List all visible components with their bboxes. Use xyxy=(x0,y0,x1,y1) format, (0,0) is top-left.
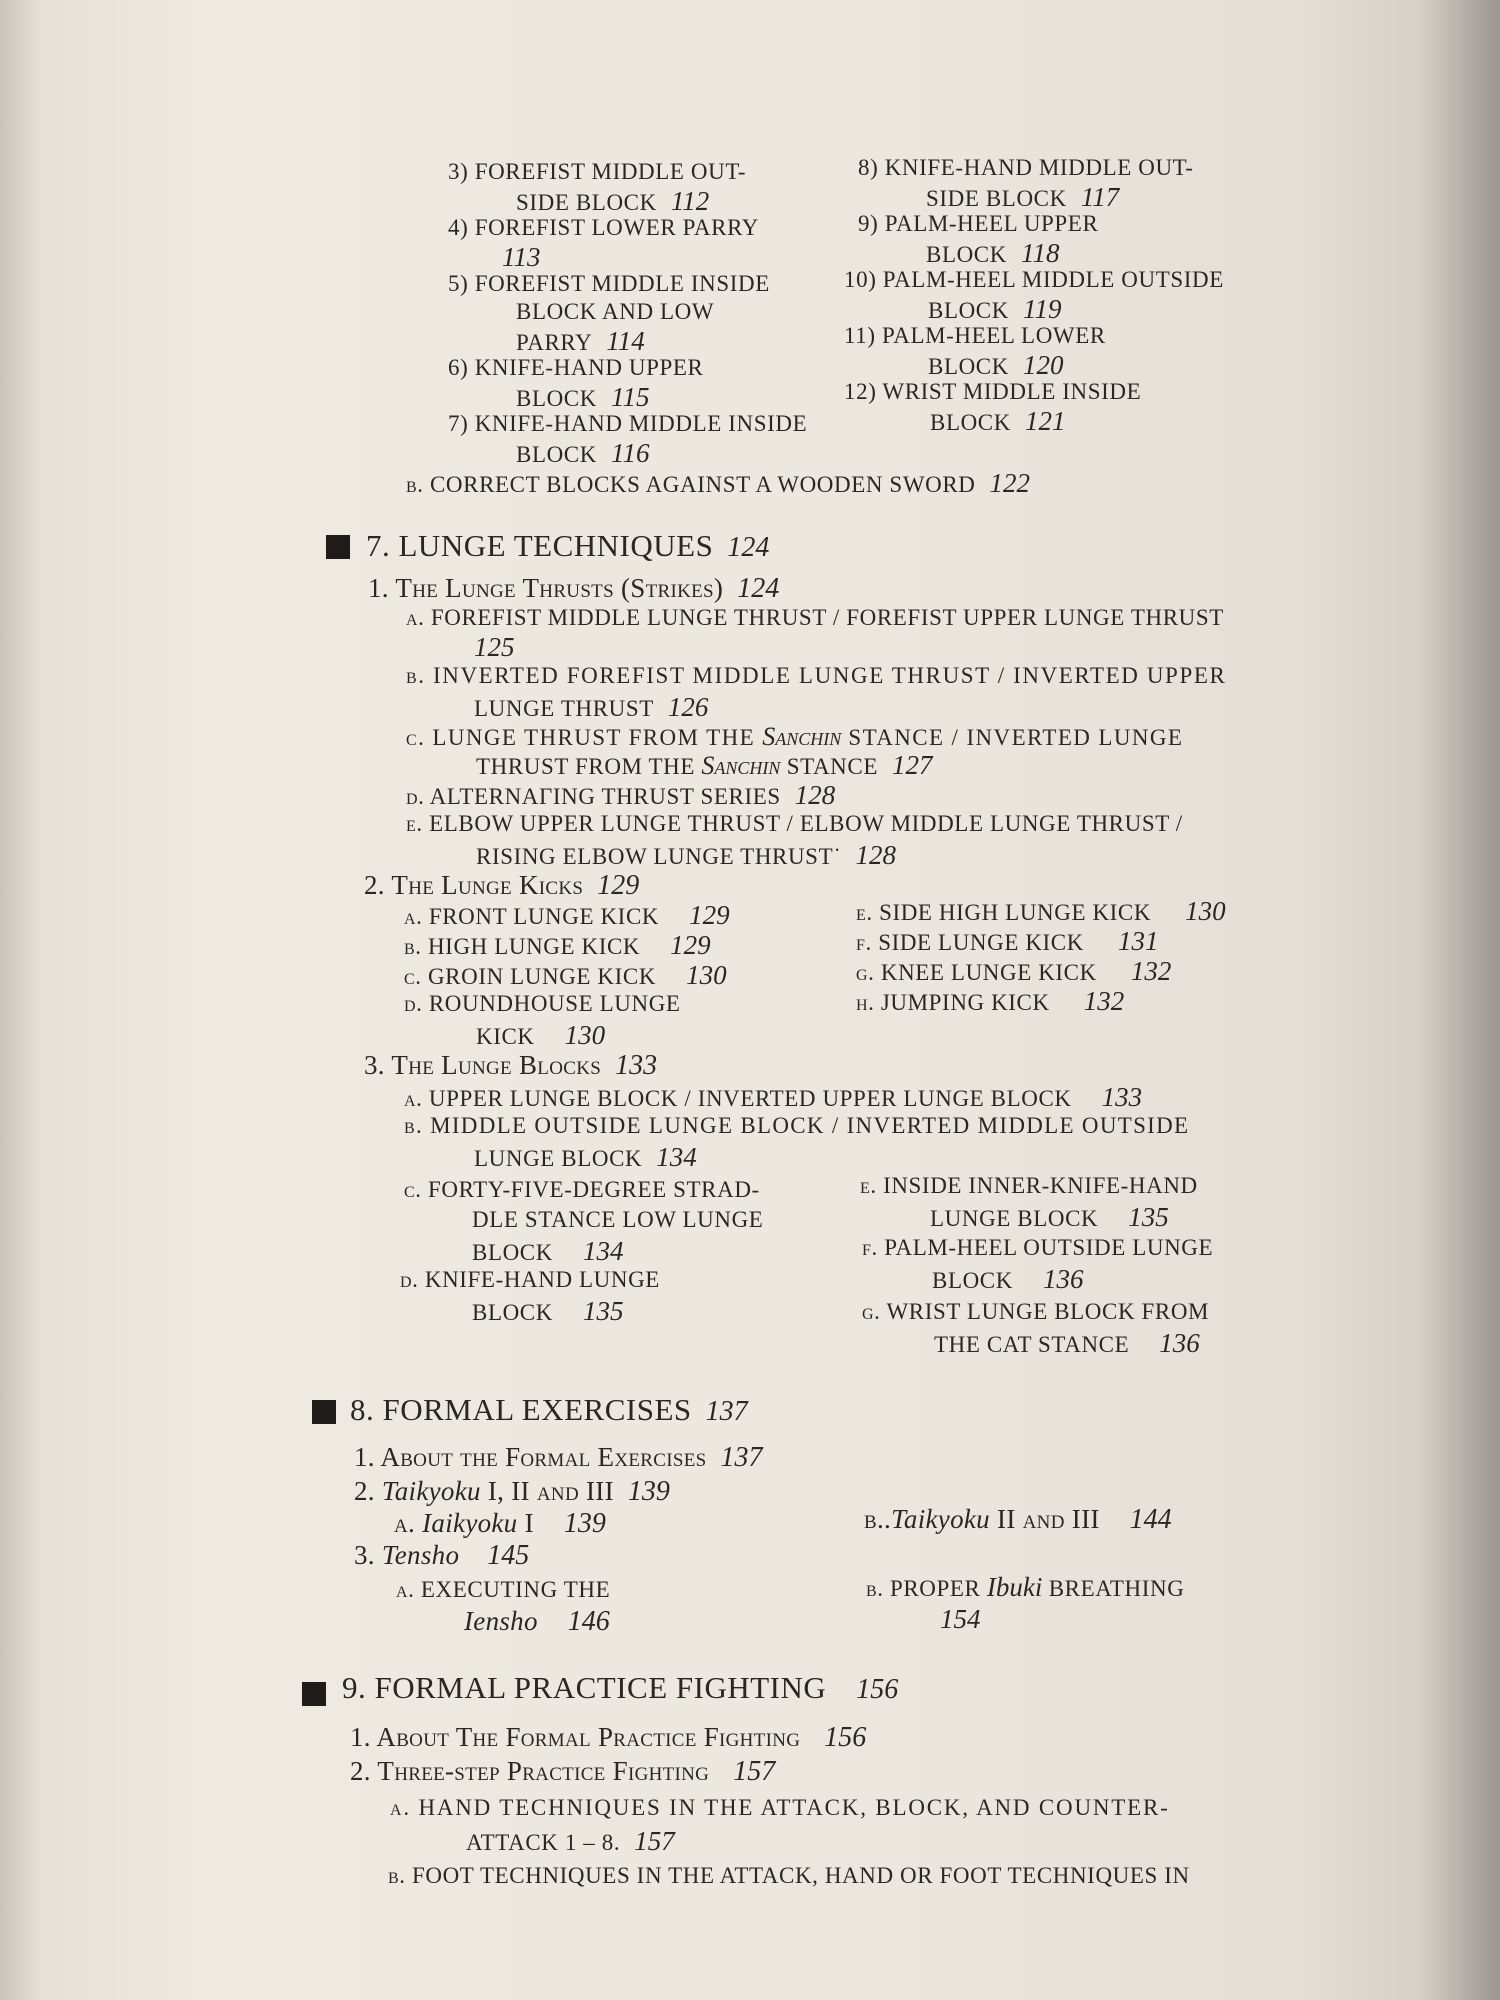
section-marker xyxy=(326,535,350,559)
section-heading: 7. LUNGE TECHNIQUES 124 xyxy=(366,528,770,563)
section-heading: 9. FORMAL PRACTICE FIGHTING 156 xyxy=(342,1670,899,1705)
toc-line: SIDE BLOCK 112 xyxy=(516,186,710,216)
toc-line: d. ROUNDHOUSE LUNGE xyxy=(404,991,681,1016)
toc-line: 4) FOREFIST LOWER PARRY xyxy=(448,215,759,240)
toc-line: 154 xyxy=(940,1604,981,1634)
page-edge-shadow xyxy=(1420,0,1500,2000)
toc-line: BLOCK 118 xyxy=(926,238,1060,268)
toc-line: f. PALM-HEEL OUTSIDE LUNGE xyxy=(862,1235,1214,1260)
subsection-heading: 1. The Lunge Thrusts (Strikes) 124 xyxy=(368,573,780,604)
toc-line: BLOCK 119 xyxy=(928,294,1062,324)
toc-line: g. WRIST LUNGE BLOCK FROM xyxy=(862,1299,1210,1324)
subsection-heading: 1. About The Formal Practice Fighting 156 xyxy=(350,1722,867,1753)
toc-line: 7) KNIFE-HAND MIDDLE INSIDE xyxy=(448,411,808,436)
toc-line: 125 xyxy=(474,632,515,662)
toc-line: 113 xyxy=(502,242,541,272)
toc-line: THE CAT STANCE 136 xyxy=(934,1328,1200,1358)
toc-line: b. PROPER Ibuki BREATHING xyxy=(866,1572,1185,1602)
toc-line: BLOCK 121 xyxy=(930,406,1066,436)
toc-line: LUNGE THRUST 126 xyxy=(474,692,709,722)
toc-line: b. FOOT TECHNIQUES IN THE ATTACK, HAND OR FOOT TECHNIQUES IN xyxy=(388,1863,1190,1888)
toc-line: c. LUNGE THRUST FROM THE Sanchin STANCE / INVERTED LUNGE xyxy=(406,722,1184,751)
toc-line: d. ALTERNAΓING THRUST SERIES 128 xyxy=(406,780,836,810)
toc-line: a. Iaikyoku I 139 xyxy=(394,1508,606,1539)
toc-line: ATTACK 1 – 8. 157 xyxy=(466,1826,675,1856)
subsection-heading: 2. Taikyoku I, II and III 139 xyxy=(354,1476,670,1507)
toc-line: b. INVERTED FOREFIST MIDDLE LUNGE THRUST / INVERTED UPPER xyxy=(406,663,1227,688)
section-marker xyxy=(302,1682,326,1706)
toc-line: e. SIDE HIGH LUNGE KICK 130 xyxy=(856,896,1226,926)
subsection-heading: 2. Three-step Practice Fighting 157 xyxy=(350,1756,776,1787)
toc-line: b..Taikyoku II and III 144 xyxy=(864,1504,1172,1535)
toc-line: BLOCK 135 xyxy=(472,1296,624,1326)
subsection-heading: 3. Tensho 145 xyxy=(354,1540,530,1571)
toc-line: a. HAND TECHNIQUES IN THE ATTACK, BLOCK, AND COUNTER- xyxy=(390,1795,1170,1820)
toc-line: LUNGE BLOCK 135 xyxy=(930,1202,1169,1232)
toc-line: 10) PALM-HEEL MIDDLE OUTSIDE xyxy=(844,267,1224,292)
toc-line: a. UPPER LUNGE BLOCK / INVERTED UPPER LUNGE BLOCK 133 xyxy=(404,1082,1143,1112)
toc-line: c. FORTY-FIVE-DEGREE STRAD- xyxy=(404,1177,760,1202)
section-heading: 8. FORMAL EXERCISES 137 xyxy=(350,1392,748,1427)
toc-line: BLOCK 116 xyxy=(516,438,650,468)
toc-line: h. JUMPING KICK 132 xyxy=(856,986,1125,1016)
toc-line: g. KNEE LUNGE KICK 132 xyxy=(856,956,1172,986)
toc-line: 8) KNIFE-HAND MIDDLE OUT- xyxy=(858,155,1194,180)
toc-line: a. FRONT LUNGE KICK 129 xyxy=(404,900,730,930)
subsection-heading: 2. The Lunge Kicks 129 xyxy=(364,870,640,901)
toc-line: 9) PALM-HEEL UPPER xyxy=(858,211,1099,236)
toc-line: 5) FOREFIST MIDDLE INSIDE xyxy=(448,271,770,296)
toc-line: BLOCK 134 xyxy=(472,1236,624,1266)
toc-line: 11) PALM-HEEL LOWER xyxy=(844,323,1106,348)
toc-line: BLOCK 136 xyxy=(932,1264,1084,1294)
toc-line: 12) WRIST MIDDLE INSIDE xyxy=(844,379,1142,404)
toc-line: 6) KNIFE-HAND UPPER xyxy=(448,355,704,380)
toc-line: e. ELBOW UPPER LUNGE THRUST / ELBOW MIDDLE LUNGE THRUST / xyxy=(406,811,1183,836)
toc-line: BLOCK 115 xyxy=(516,382,650,412)
toc-line: BLOCK AND LOW xyxy=(516,299,715,324)
toc-line: d. KNIFE-HAND LUNGE xyxy=(400,1267,660,1292)
toc-line: BLOCK 120 xyxy=(928,350,1064,380)
toc-line: PARRY 114 xyxy=(516,326,645,356)
toc-line: Iensho 146 xyxy=(464,1606,610,1637)
toc-line: THRUST FROM THE Sanchin STANCE 127 xyxy=(476,750,933,780)
toc-line: c. GROIN LUNGE KICK 130 xyxy=(404,960,727,990)
toc-line: a. FOREFIST MIDDLE LUNGE THRUST / FOREFIST UPPER LUNGE THRUST xyxy=(406,605,1224,630)
toc-line: 3) FOREFIST MIDDLE OUT- xyxy=(448,159,747,184)
toc-line: DLE STANCE LOW LUNGE xyxy=(472,1207,764,1232)
toc-line: b. HIGH LUNGE KICK 129 xyxy=(404,930,711,960)
toc-line: LUNGE BLOCK 134 xyxy=(474,1142,697,1172)
toc-line: SIDE BLOCK 117 xyxy=(926,182,1120,212)
toc-line: a. EXECUTING THE xyxy=(396,1577,611,1602)
toc-line: e. INSIDE INNER-KNIFE-HAND xyxy=(860,1173,1198,1198)
subsection-heading: 1. About the Formal Exercises 137 xyxy=(354,1442,763,1473)
toc-line: f. SIDE LUNGE KICK 131 xyxy=(856,926,1159,956)
toc-line: RISING ELBOW LUNGE THRUST˙ 128 xyxy=(476,840,896,870)
section-marker xyxy=(312,1400,336,1424)
toc-line: b. CORRECT BLOCKS AGAINST A WOODEN SWORD 122 xyxy=(406,468,1030,498)
toc-line: b. MIDDLE OUTSIDE LUNGE BLOCK / INVERTED MIDDLE OUTSIDE xyxy=(404,1113,1190,1138)
subsection-heading: 3. The Lunge Blocks 133 xyxy=(364,1050,658,1081)
toc-line: KICK 130 xyxy=(476,1020,606,1050)
